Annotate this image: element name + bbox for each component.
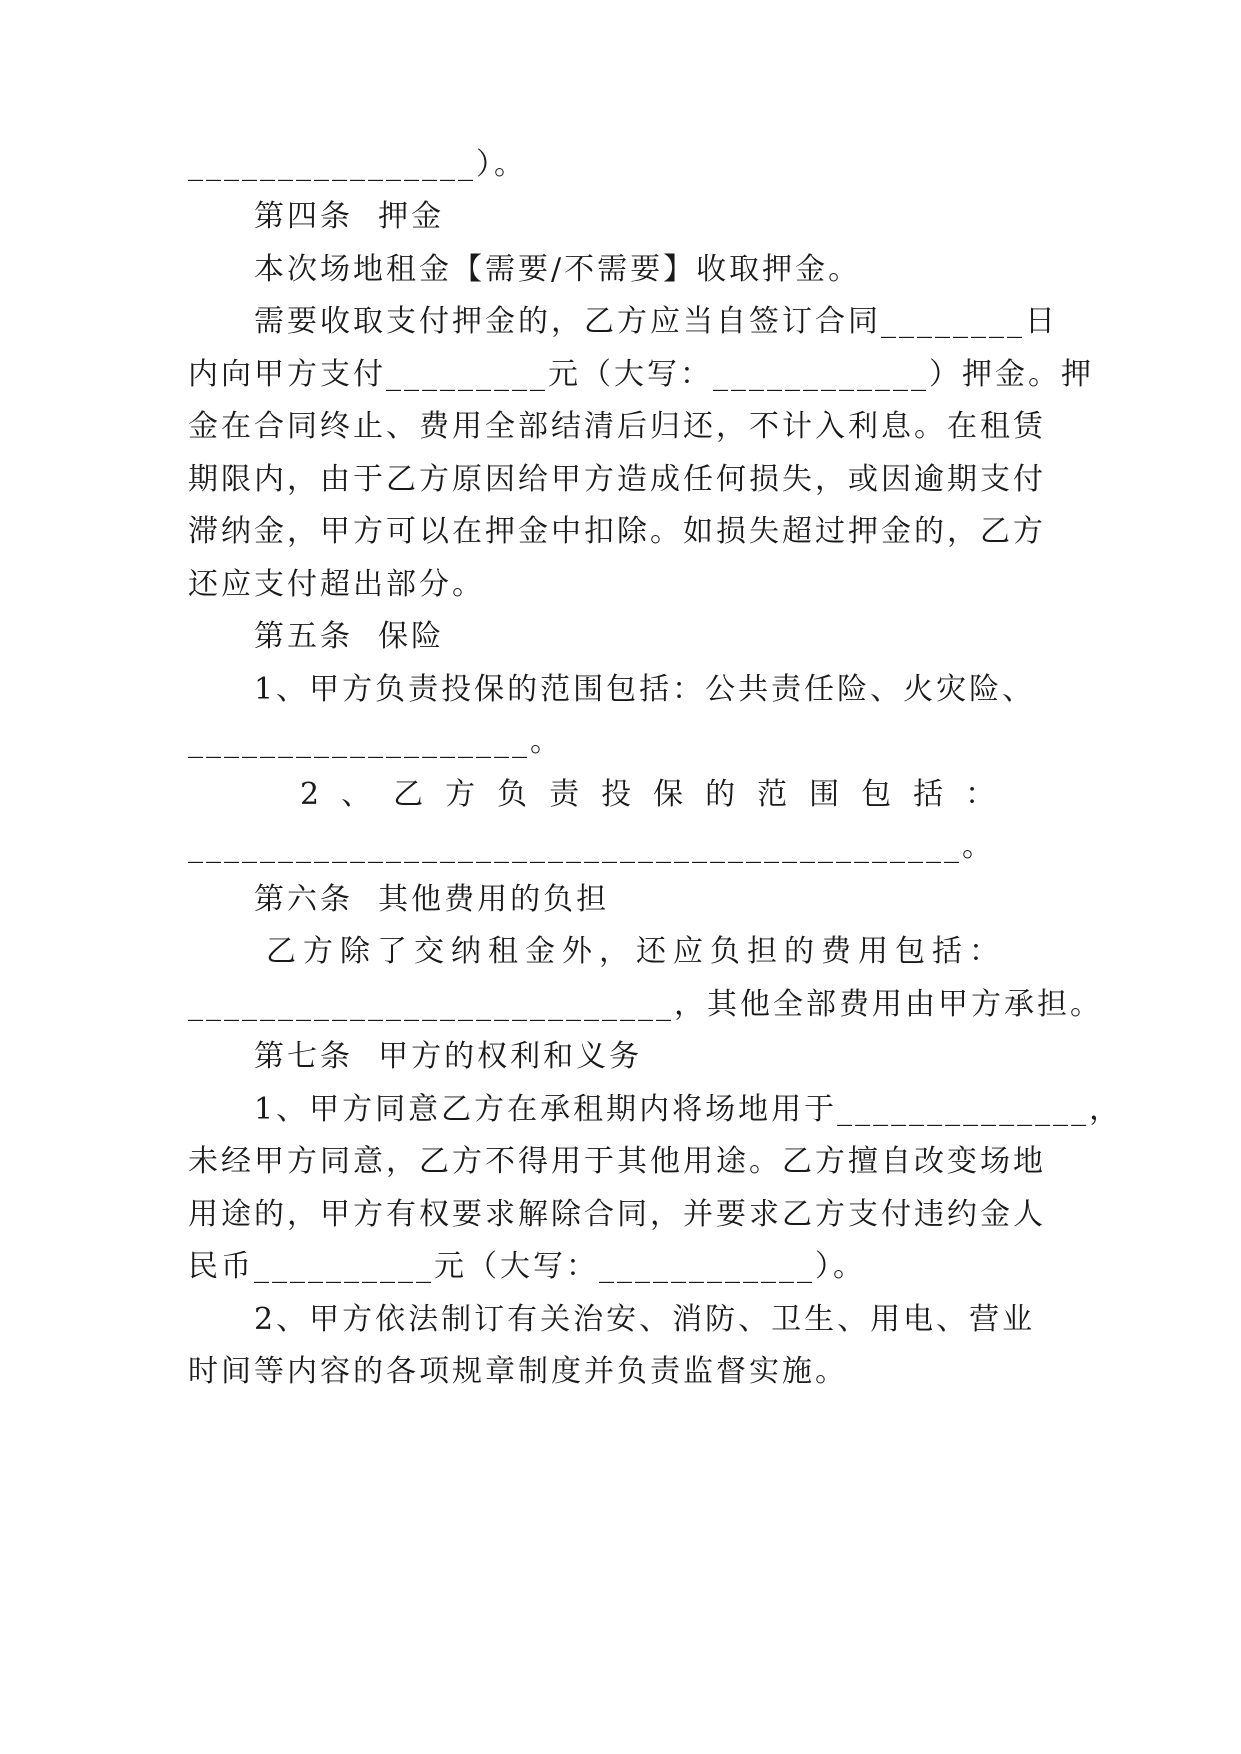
text-line: 乙方除了交纳租金外，还应负担的费用包括： [266, 934, 1006, 969]
text-line: 未经甲方同意，乙方不得用于其他用途。乙方擅自改变场地 [188, 1144, 1046, 1179]
article-6-heading: 第六条 其他费用的负担 [254, 882, 610, 917]
text-line: 1、甲方同意乙方在承租期内将场地用于______________， [254, 1092, 1123, 1127]
text-line-blank: ___________________________________________。 [188, 829, 995, 864]
text-line: 期限内，由于乙方原因给甲方造成任何损失，或因逾期支付 [188, 462, 1046, 497]
text-line: 时间等内容的各项规章制度并负责监督实施。 [188, 1354, 848, 1389]
text-line-blank: ___________________。 [188, 724, 563, 759]
text-line: 1、甲方负责投保的范围包括：公共责任险、火灾险、 [254, 672, 1036, 707]
text-line: 2、甲方依法制订有关治安、消防、卫生、用电、营业 [254, 1302, 1036, 1337]
text-line: ___________________________，其他全部费用由甲方承担。 [188, 987, 1103, 1022]
article-7-heading: 第七条 甲方的权利和义务 [254, 1039, 643, 1074]
text-line: 还应支付超出部分。 [188, 567, 485, 602]
text-line: 滞纳金，甲方可以在押金中扣除。如损失超过押金的，乙方 [188, 514, 1046, 549]
text-line: 民币__________元（大写：____________）。 [188, 1249, 866, 1284]
text-line-blank-close: ________________）。 [188, 147, 527, 182]
text-line: 内向甲方支付_________元（大写：____________）押金。押 [188, 357, 1094, 392]
text-line: 用途的，甲方有权要求解除合同，并要求乙方支付违约金人 [188, 1197, 1046, 1232]
article-5-heading: 第五条 保险 [254, 619, 445, 654]
text-line: 本次场地租金【需要/不需要】收取押金。 [254, 252, 862, 287]
text-line: 金在合同终止、费用全部结清后归还，不计入利息。在租赁 [188, 409, 1046, 444]
article-4-heading: 第四条 押金 [254, 199, 445, 234]
text-line: 2、乙方负责投保的范围包括： [300, 777, 1018, 812]
text-line: 需要收取支付押金的，乙方应当自签订合同________日 [254, 304, 1058, 339]
